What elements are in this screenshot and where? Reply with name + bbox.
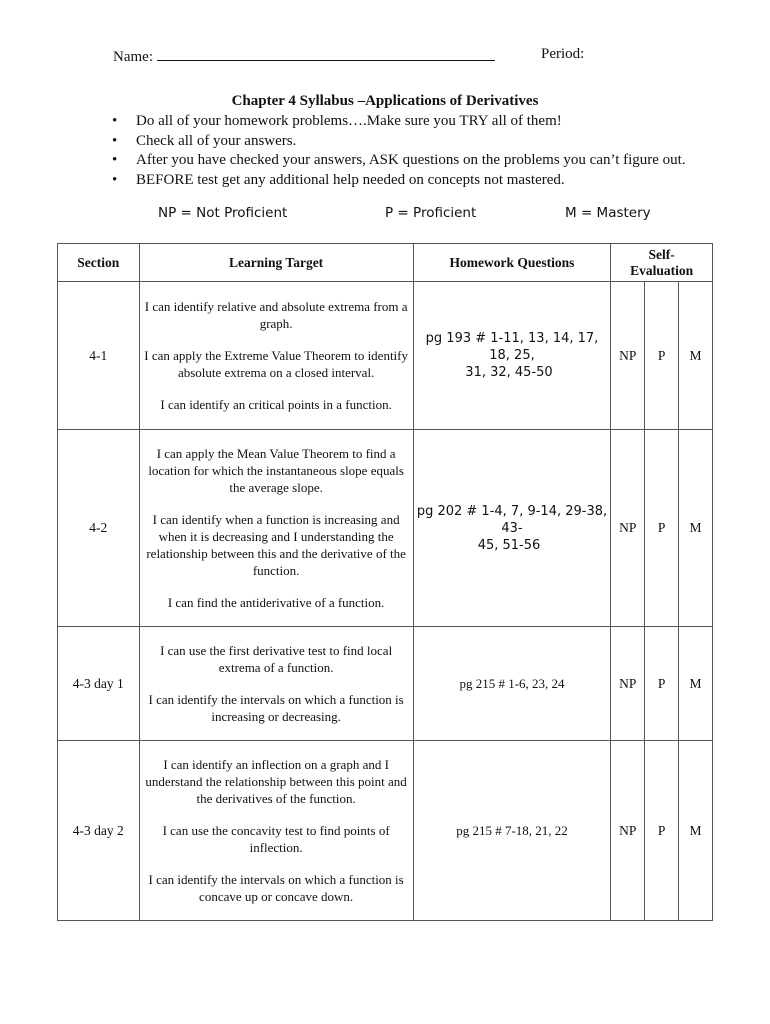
list-item: • Do all of your homework problems….Make sure you TRY all of them! [110,112,686,132]
learning-target: I can identify an critical points in a function. [160,397,392,412]
header-self-evaluation-line2: Evaluation [630,262,694,278]
section-cell: 4-3 day 1 [58,627,140,741]
self-eval-np[interactable]: NP [611,741,645,921]
legend-np: NP = Not Proficient [158,205,288,221]
section-cell: 4-3 day 2 [58,741,140,921]
homework-line: pg 215 # 1-6, 23, 24 [459,676,565,691]
table-row [58,741,713,921]
self-eval-p[interactable]: P [645,627,679,741]
header-learning-target: Learning Target [139,244,413,282]
period-field[interactable] [541,46,588,63]
homework-line: pg 215 # 7-18, 21, 22 [456,823,568,838]
instructions-list [110,112,686,190]
self-eval-p[interactable]: P [645,430,679,627]
table-row [58,430,713,627]
learning-target: I can apply the Mean Value Theorem to find a location for which the instantaneous slope equals the average slope. [148,446,404,495]
list-item: • Check all of your answers. [110,132,686,152]
header-self-evaluation-line1: Self- [648,246,675,262]
legend-p: P = Proficient [385,205,477,221]
learning-target-cell [139,282,413,430]
section-cell: 4-1 [58,282,140,430]
table-row [58,627,713,741]
learning-target: I can identify relative and absolute extrema from a graph. [144,299,408,331]
name-blank-line[interactable] [157,46,495,61]
legend-m: M = Mastery [565,205,651,221]
learning-target: I can identify an inflection on a graph and I understand the relationship between this point and the derivatives of the function. [145,757,407,806]
header-section: Section [58,244,140,282]
section-cell: 4-2 [58,430,140,627]
learning-target: I can identify when a function is increasing and when it is decreasing and I understanding the relationship between this and the derivative of the function. [146,512,406,578]
homework-line: pg 193 # 1-11, 13, 14, 17, 18, 25, [425,331,599,363]
homework-cell [413,430,611,627]
homework-cell [413,627,611,741]
header-homework: Homework Questions [413,244,611,282]
self-eval-m[interactable]: M [679,430,713,627]
self-eval-m[interactable]: M [679,627,713,741]
list-item: • After you have checked your answers, ASK questions on the problems you can’t figure out. [110,151,686,171]
self-eval-np[interactable]: NP [611,282,645,430]
self-eval-m[interactable]: M [679,741,713,921]
table-row [58,282,713,430]
name-label: Name: [113,49,153,65]
learning-target-cell [139,741,413,921]
learning-target: I can apply the Extreme Value Theorem to identify absolute extrema on a closed interval. [144,348,408,380]
header-self-evaluation [611,244,713,282]
homework-cell [413,282,611,430]
page-title: Chapter 4 Syllabus –Applications of Derivatives [231,93,539,109]
learning-target: I can use the first derivative test to find local extrema of a function. [160,643,393,675]
learning-target-cell [139,430,413,627]
name-field[interactable] [113,46,495,66]
period-label: Period: [541,46,585,62]
self-eval-p[interactable]: P [645,282,679,430]
self-eval-np[interactable]: NP [611,627,645,741]
learning-target: I can identify the intervals on which a function is concave up or concave down. [148,872,404,904]
homework-cell [413,741,611,921]
syllabus-table [57,243,713,921]
homework-line: pg 202 # 1-4, 7, 9-14, 29-38, 43- [416,503,608,536]
self-eval-m[interactable]: M [679,282,713,430]
homework-line: 45, 51-56 [477,537,541,553]
homework-line: 31, 32, 45-50 [465,365,553,380]
self-eval-np[interactable]: NP [611,430,645,627]
learning-target-cell [139,627,413,741]
self-eval-p[interactable]: P [645,741,679,921]
learning-target: I can use the concavity test to find points of inflection. [162,823,390,855]
list-item: • BEFORE test get any additional help needed on concepts not mastered. [110,171,686,191]
learning-target: I can find the antiderivative of a function. [167,595,385,610]
table-header-row [58,244,713,282]
learning-target: I can identify the intervals on which a function is increasing or decreasing. [148,692,404,724]
